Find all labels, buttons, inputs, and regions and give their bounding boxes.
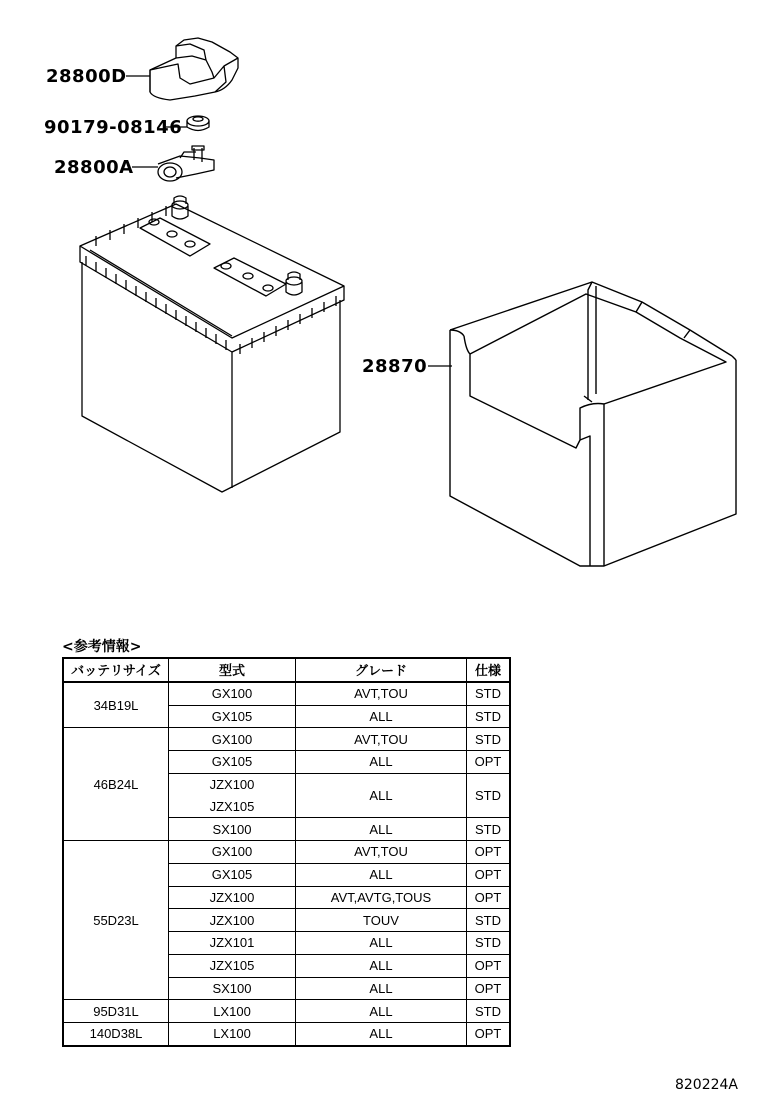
model-cell: JZX100 [169,886,296,909]
model-cell: GX100 [169,728,296,751]
part-number-28800a: 28800A [54,157,134,178]
spec-cell: OPT [467,886,511,909]
model-cell: JZX100 [169,773,296,795]
spec-cell: STD [467,705,511,728]
grade-cell: ALL [296,954,467,977]
nut-drawing [187,116,209,131]
grade-cell: ALL [296,751,467,774]
model-cell: GX100 [169,682,296,705]
spec-cell: STD [467,773,511,818]
model-cell: JZX100 [169,909,296,932]
model-cell: LX100 [169,1023,296,1046]
part-number-28800d: 28800D [46,66,127,87]
header-grade: グレード [296,658,467,682]
battery-size-cell: 46B24L [63,728,169,841]
grade-cell: AVT,AVTG,TOUS [296,886,467,909]
grade-cell: AVT,TOU [296,682,467,705]
spec-cell: OPT [467,841,511,864]
battery-size-cell: 34B19L [63,682,169,728]
table-row [63,841,510,864]
spec-cell: STD [467,682,511,705]
header-spec: 仕様 [467,658,511,682]
model-cell: JZX101 [169,932,296,955]
grade-cell: ALL [296,1023,467,1046]
model-cell: JZX105 [169,796,296,818]
spec-cell: STD [467,728,511,751]
spec-cell: STD [467,932,511,955]
battery-size-cell: 140D38L [63,1023,169,1046]
header-battery-size: バッテリサイズ [63,658,169,682]
battery-size-cell: 55D23L [63,841,169,1000]
spec-cell: STD [467,909,511,932]
illustration-code: 820224A [674,1077,738,1093]
table-row [63,1000,510,1023]
grade-cell: ALL [296,773,467,818]
model-cell: GX100 [169,841,296,864]
table-row [63,682,510,705]
grade-cell: ALL [296,863,467,886]
grade-cell: AVT,TOU [296,841,467,864]
grade-cell: ALL [296,932,467,955]
part-number-28870: 28870 [362,356,428,377]
battery-drawing [80,196,344,492]
model-cell: LX100 [169,1000,296,1023]
model-cell: GX105 [169,863,296,886]
spec-cell: STD [467,818,511,841]
spec-cell: STD [467,1000,511,1023]
spec-cell: OPT [467,1023,511,1046]
spec-cell: OPT [467,977,511,1000]
model-cell: GX105 [169,705,296,728]
spec-cell: OPT [467,751,511,774]
header-model: 型式 [169,658,296,682]
model-cell: GX105 [169,751,296,774]
grade-cell: ALL [296,705,467,728]
reference-table [62,657,511,1047]
battery-tray-drawing [450,282,736,566]
spec-cell: OPT [467,863,511,886]
model-cell: SX100 [169,977,296,1000]
grade-cell: AVT,TOU [296,728,467,751]
grade-cell: ALL [296,1000,467,1023]
model-cell: SX100 [169,818,296,841]
grade-cell: TOUV [296,909,467,932]
battery-size-cell: 95D31L [63,1000,169,1023]
terminal-clamp-drawing [158,146,214,181]
terminal-cover-drawing [150,38,238,100]
model-cell: JZX105 [169,954,296,977]
table-row [63,1023,510,1046]
table-row [63,728,510,751]
reference-title: <参考情報> [62,639,142,655]
grade-cell: ALL [296,977,467,1000]
table-header-row [63,658,510,682]
spec-cell: OPT [467,954,511,977]
grade-cell: ALL [296,818,467,841]
part-number-90179-08146: 90179-08146 [44,117,183,138]
